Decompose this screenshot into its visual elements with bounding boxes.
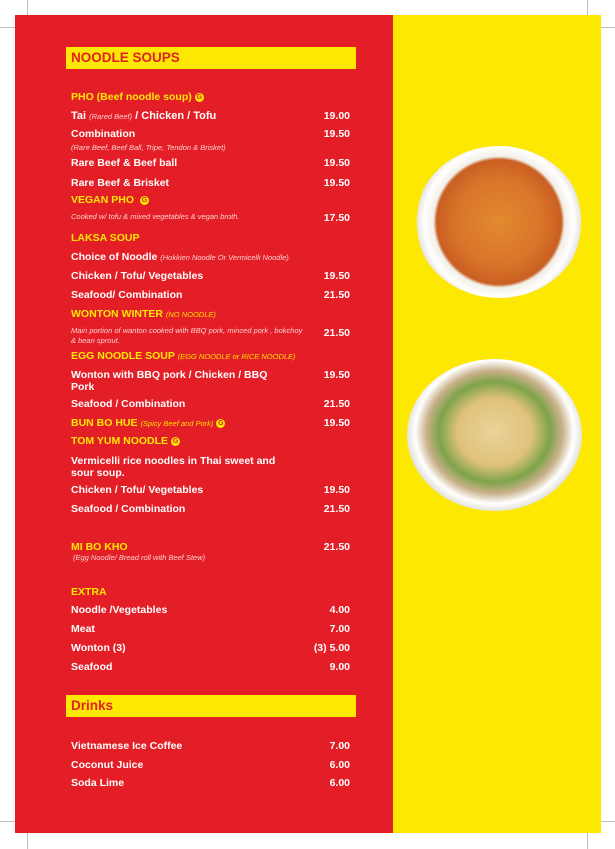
section-title-vegan-pho [71, 194, 149, 206]
pho-soup-photo [415, 146, 583, 298]
menu-item-laksa-seafood: Seafood/ Combination [71, 289, 183, 301]
wonton-soup-photo [407, 359, 582, 511]
extra-price: 9.00 [329, 661, 350, 673]
section-title-pho [71, 91, 204, 103]
price-bun-bo-hue: 19.50 [323, 417, 350, 429]
section-title-mi-bo-kho: MI BO KHO [71, 541, 128, 553]
item-description-tom-yum: Vermicelli rice noodles in Thai sweet and sour soup. [71, 455, 276, 479]
section-title-tom-yum [71, 435, 180, 447]
extra-price: (3) 5.00 [313, 642, 350, 654]
wonton-winter-title: WONTON WINTER [71, 308, 163, 320]
item-label: Tai [71, 110, 87, 122]
price-wonton-bbq: 19.50 [323, 369, 350, 381]
menu-item-tom-yum-seafood: Seafood / Combination [71, 503, 186, 515]
menu-item-combination: Combination [71, 128, 136, 140]
header-text: Drinks [71, 698, 114, 713]
menu-item-choice-of-noodle [71, 251, 291, 263]
drink-item: Coconut Juice [71, 759, 144, 771]
price-rare-beef-ball: 19.50 [323, 157, 350, 169]
item-label-rest: / Chicken / Tofu [135, 110, 217, 122]
menu-item-laksa-chicken: Chicken / Tofu/ Vegetables [71, 270, 204, 282]
section-title-laksa: LAKSA SOUP [71, 232, 140, 244]
price-tom-yum-chicken: 19.50 [323, 484, 350, 496]
drink-price: 6.00 [329, 759, 350, 771]
section-sub: (Spicy Beef and Pork) [140, 419, 214, 428]
gluten-free-icon: G [172, 438, 179, 445]
section-sub: (EGG NOODLE or RICE NOODLE) [177, 352, 296, 361]
drink-item: Soda Lime [71, 777, 125, 789]
section-sub: (NO NOODLE) [165, 310, 216, 319]
price-tai: 19.00 [323, 110, 350, 122]
item-sub: (Hokkien Noodle Or Vermicelli Noodle). [160, 253, 291, 262]
gluten-free-icon: G [218, 420, 224, 427]
drink-item: Vietnamese Ice Coffee [71, 740, 183, 752]
price-laksa-seafood: 21.50 [323, 289, 350, 301]
item-description: Main portion of wanton cooked with BBQ pork, minced pork , bokchoy & bean sprout. [71, 326, 303, 345]
menu-item-tom-yum-chicken: Chicken / Tofu/ Vegetables [71, 484, 204, 496]
section-title-bun-bo-hue [71, 417, 225, 429]
price-combination: 19.50 [323, 128, 350, 140]
header-text: NOODLE SOUPS [71, 50, 180, 65]
price-egg-seafood: 21.50 [323, 398, 350, 410]
item-sub: (Rared Beef) [89, 112, 133, 121]
extra-item: Meat [71, 623, 95, 635]
price-wonton-winter: 21.50 [323, 327, 350, 339]
menu-item-rare-beef-brisket: Rare Beef & Brisket [71, 177, 170, 189]
section-header-drinks [66, 695, 356, 717]
menu-item-tai [71, 110, 216, 122]
menu-item-wonton-bbq: Wonton with BBQ pork / Chicken / BBQ Pork [71, 369, 268, 393]
price-rare-beef-brisket: 19.50 [323, 177, 350, 189]
item-description: Cooked w/ tofu & mixed vegetables & vegan broth. [71, 212, 240, 221]
section-header-noodle-soups [66, 47, 356, 69]
price-laksa-chicken: 19.50 [323, 270, 350, 282]
extra-item: Noodle /Vegetables [71, 604, 168, 616]
item-description: (Egg Noodle/ Bread roll with Beef Stew) [73, 553, 206, 562]
gluten-free-icon: G [141, 197, 148, 204]
pho-title: PHO (Beef noodle soup) [71, 91, 192, 103]
price-vegan-pho: 17.50 [323, 212, 350, 224]
egg-noodle-title: EGG NOODLE SOUP [71, 350, 175, 362]
price-mi-bo-kho: 21.50 [323, 541, 350, 553]
bun-bo-hue-title: BUN BO HUE [71, 417, 138, 429]
item-label: Choice of Noodle [71, 251, 158, 263]
gluten-free-icon: G [196, 94, 202, 101]
extra-item: Wonton (3) [71, 642, 126, 654]
menu-item-rare-beef-ball: Rare Beef & Beef ball [71, 157, 178, 169]
menu-item-egg-seafood: Seafood / Combination [71, 398, 186, 410]
section-title-wonton-winter [71, 308, 216, 320]
drink-price: 6.00 [329, 777, 350, 789]
section-title-egg-noodle [71, 350, 296, 362]
extra-price: 4.00 [329, 604, 350, 616]
extra-item: Seafood [71, 661, 113, 673]
vegan-title: VEGAN PHO [71, 194, 135, 206]
tom-yum-title: TOM YUM NOODLE [71, 435, 169, 447]
item-description: (Rare Beef, Beef Ball, Tripe, Tendon & Brisket) [71, 143, 226, 152]
extra-price: 7.00 [329, 623, 350, 635]
section-title-extra: EXTRA [71, 586, 107, 598]
price-tom-yum-seafood: 21.50 [323, 503, 350, 515]
drink-price: 7.00 [329, 740, 350, 752]
